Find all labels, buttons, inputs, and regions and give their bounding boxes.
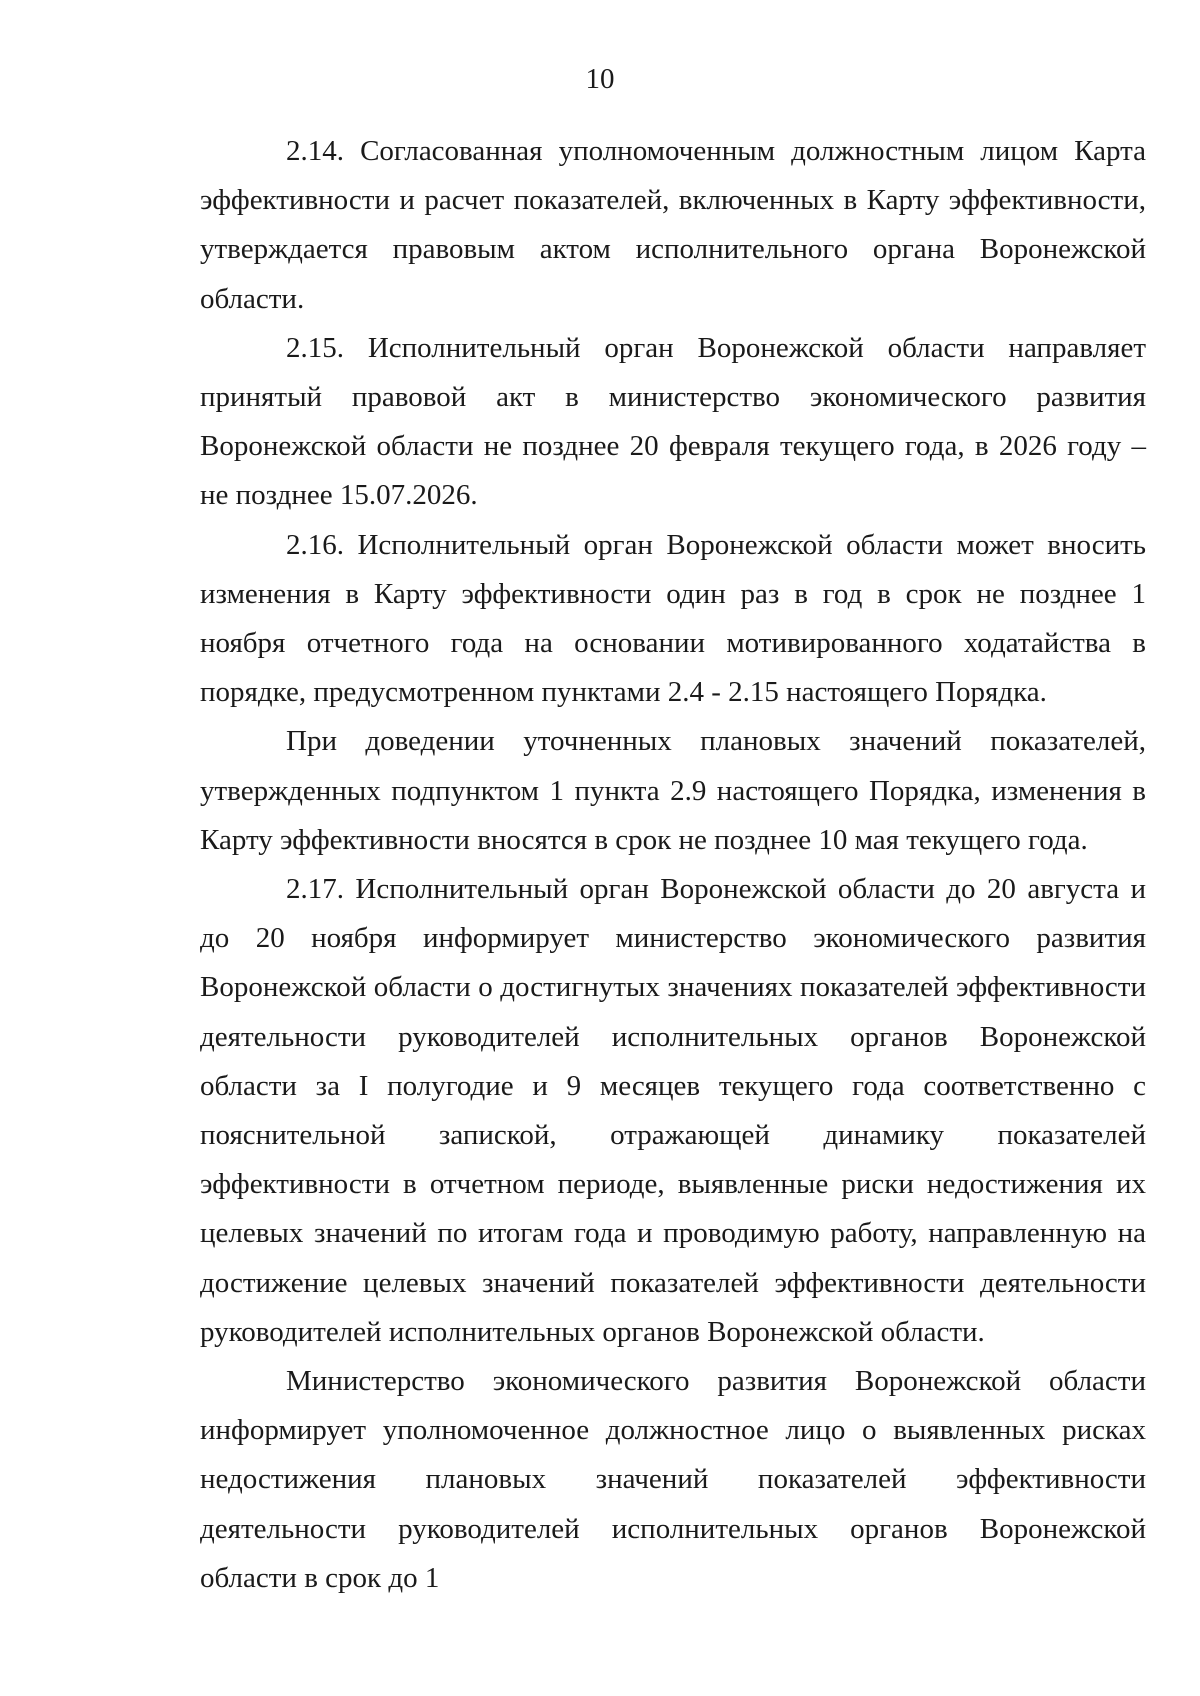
paragraph-2-16: 2.16. Исполнительный орган Воронежской области может вносить изменения в Карту эффективности один раз в год в срок не позднее 1 ноября отчетного года на основании мотивированного ходатайства в порядке, предусмотренном пунктами 2.4 - 2.15 настоящего Порядка. (200, 528, 1146, 709)
paragraph-2-16-note: При доведении уточненных плановых значений показателей, утвержденных подпунктом 1 пункта 2.9 настоящего Порядка, изменения в Карту эффективности вносятся в срок не позднее 10 мая текущего года. (200, 725, 1146, 856)
paragraph-2-17: 2.17. Исполнительный орган Воронежской области до 20 августа и до 20 ноября информирует министерство экономического развития Воронежской области о достигнутых значениях показателей эффективности деятельности руководителей исполнительных органов Воронежской области за I полугодие и 9 месяцев текущего года соответственно с пояснительной запиской, отражающей динамику показателей эффективности в отчетном периоде, выявленные риски недостижения их целевых значений по итогам года и проводимую работу, направленную на достижение целевых значений показателей эффективности деятельности руководителей исполнительных органов Воронежской области. (200, 873, 1146, 1348)
paragraph-ministry-notice: Министерство экономического развития Воронежской области информирует уполномоченное должностное лицо о выявленных рисках недостижения плановых значений показателей эффективности деятельности руководителей исполнительных органов Воронежской области в срок до 1 (200, 1365, 1146, 1594)
document-body (200, 127, 1146, 1603)
page-number: 10 (585, 63, 615, 95)
paragraph-2-15: 2.15. Исполнительный орган Воронежской области направляет принятый правовой акт в министерство экономического развития Воронежской области не позднее 20 февраля текущего года, в 2026 году – не позднее 15.07.2026. (200, 331, 1146, 512)
paragraph-2-14: 2.14. Согласованная уполномоченным должностным лицом Карта эффективности и расчет показателей, включенных в Карту эффективности, утверждается правовым актом исполнительного органа Воронежской области. (200, 135, 1146, 315)
